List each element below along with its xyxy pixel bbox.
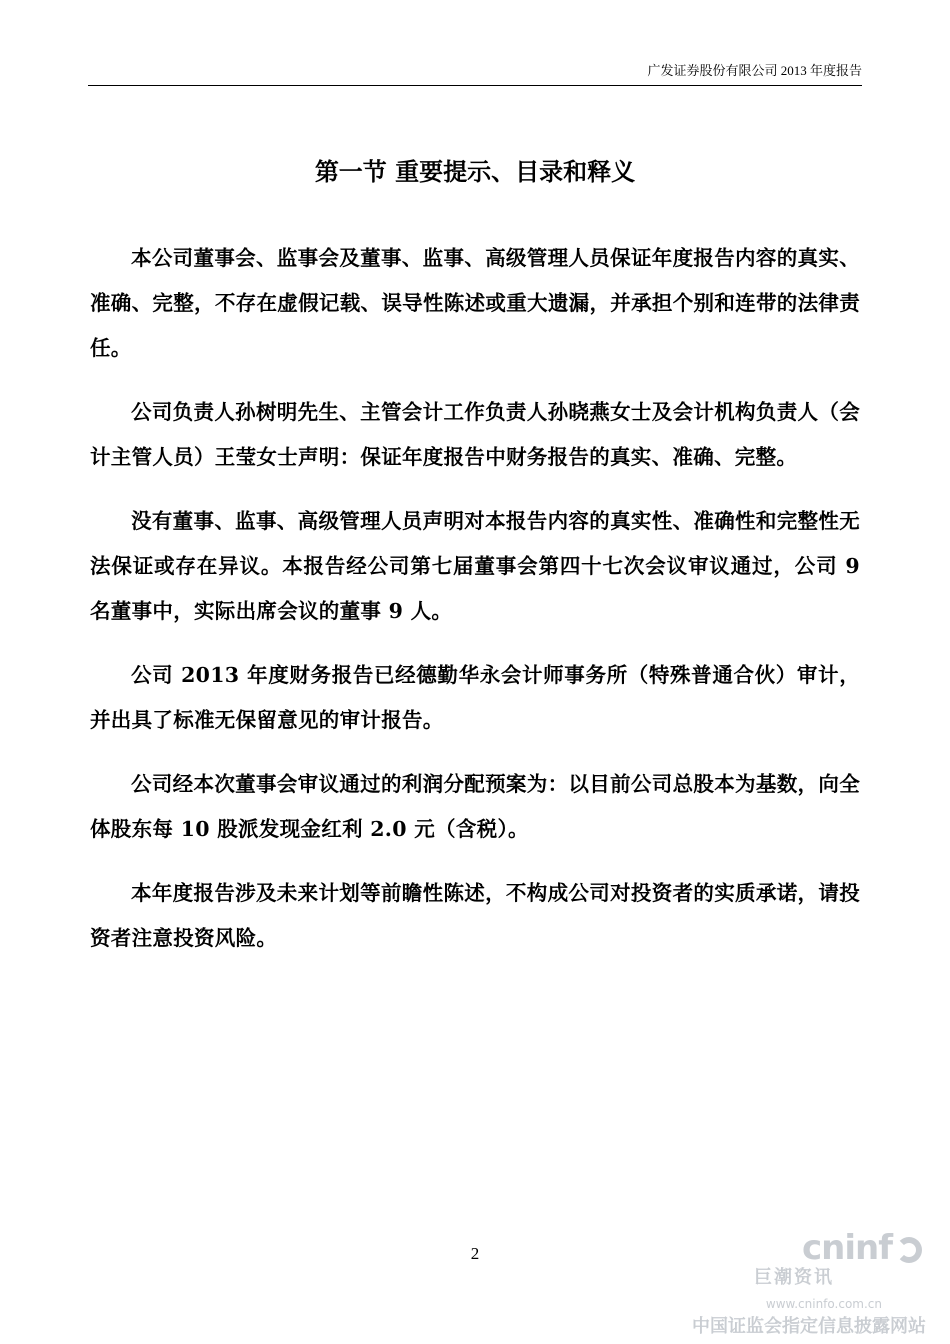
swirl-logo-icon <box>896 1237 922 1263</box>
cninfo-logo-text: cninf <box>801 1228 892 1268</box>
header-divider <box>88 85 862 86</box>
cninfo-watermark <box>692 1228 926 1344</box>
report-header: 广发证券股份有限公司 2013 年度报告 <box>647 63 862 78</box>
cninfo-name: 巨潮资讯 <box>754 1267 834 1288</box>
page-number: 2 <box>470 1244 480 1263</box>
document-body <box>90 236 860 980</box>
section-title: 第一节 重要提示、目录和释义 <box>314 157 636 186</box>
cninfo-slogan: 中国证监会指定信息披露网站 <box>692 1316 926 1337</box>
cninfo-url: www.cninfo.com.cn <box>765 1297 882 1311</box>
paragraph-forward-looking: 本年度报告涉及未来计划等前瞻性陈述，不构成公司对投资者的实质承诺，请投资者注意投资风险。 <box>90 881 860 950</box>
paragraph-officer-statement: 公司负责人孙树明先生、主管会计工作负责人孙晓燕女士及会计机构负责人（会计主管人员）王莹女士声明：保证年度报告中财务报告的真实、准确、完整。 <box>90 400 860 469</box>
paragraph-audit: 公司 2013 年度财务报告已经德勤华永会计师事务所（特殊普通合伙）审计，并出具了标准无保留意见的审计报告。 <box>90 663 860 732</box>
paragraph-dividend: 公司经本次董事会审议通过的利润分配预案为：以目前公司总股本为基数，向全体股东每 10 股派发现金红利 2.0 元（含税）。 <box>90 772 860 841</box>
paragraph-attendance: 没有董事、监事、高级管理人员声明对本报告内容的真实性、准确性和完整性无法保证或存在异议。本报告经公司第七届董事会第四十七次会议审议通过，公司 9 名董事中，实际出席会议的董事 9 人。 <box>90 509 860 623</box>
cninfo-logo <box>802 1228 922 1268</box>
paragraph-board-guarantee: 本公司董事会、监事会及董事、监事、高级管理人员保证年度报告内容的真实、准确、完整，不存在虚假记载、误导性陈述或重大遗漏，并承担个别和连带的法律责任。 <box>90 246 860 360</box>
